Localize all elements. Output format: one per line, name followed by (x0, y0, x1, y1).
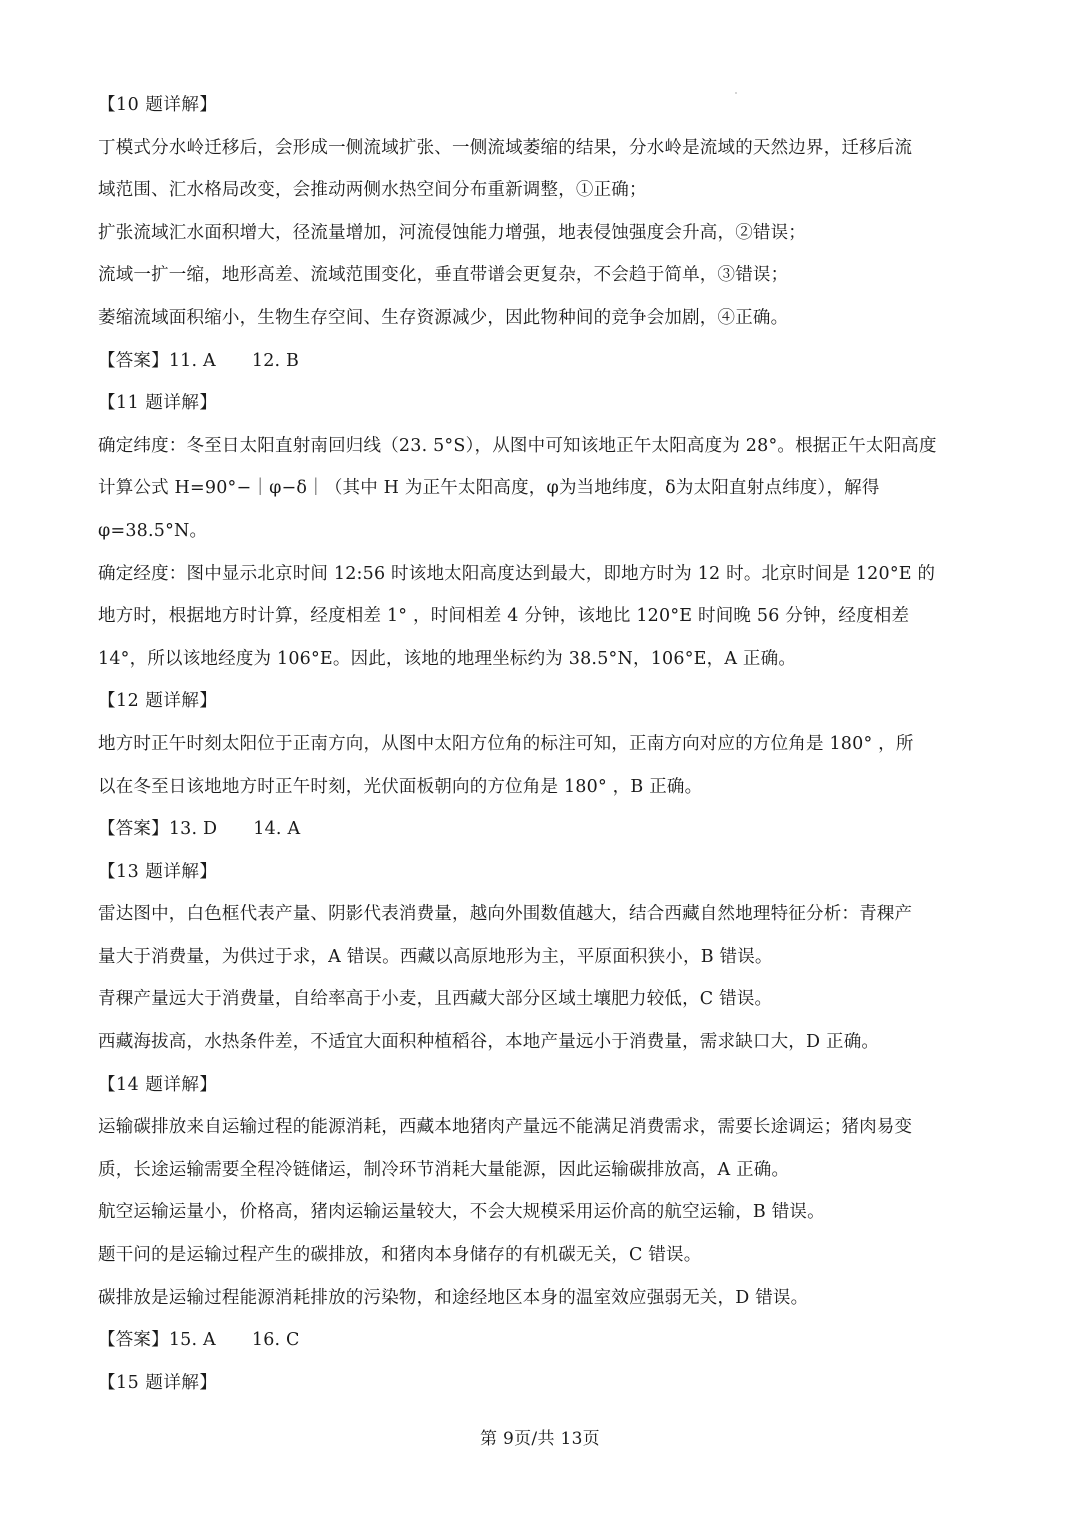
paragraph-line: 质，长途运输需要全程冷链储运，制冷环节消耗大量能源，因此运输碳排放高，A 正确。 (98, 1159, 790, 1180)
paragraph-line: 扩张流域汇水面积增大，径流量增加，河流侵蚀能力增强，地表侵蚀强度会升高，②错误； (98, 222, 806, 243)
section-heading: 【10 题详解】 (98, 95, 218, 115)
paragraph-line: 丁模式分水岭迁移后，会形成一侧流域扩张、一侧流域萎缩的结果，分水岭是流域的天然边界，迁移后流 (98, 137, 913, 158)
paragraph-line: 流域一扩一缩，地形高差、流域范围变化，垂直带谱会更复杂，不会趋于简单，③错误； (98, 265, 789, 286)
section-heading: 【11 题详解】 (98, 393, 218, 414)
answer-value: 11. A (168, 350, 216, 371)
paragraph-line: 以在冬至日该地地方时正午时刻，光伏面板朝向的方位角是 180° ，B 正确。 (98, 776, 703, 797)
paragraph-line: 量大于消费量，为供过于求，A 错误。西藏以高原地形为主，平原面积狭小，B 错误。 (98, 946, 773, 967)
paragraph-line: 地方时，根据地方时计算，经度相差 1° ，时间相差 4 分钟，该地比 120°E 时间晚 56 分钟，经度相差 (98, 606, 910, 627)
paragraph-line: 雷达图中，白色框代表产量、阴影代表消费量，越向外围数值越大，结合西藏自然地理特征分析：青稞产 (98, 904, 913, 925)
document-body (98, 84, 988, 1404)
paragraph-line: 计算公式 H=90°−｜φ−δ｜（其中 H 为正午太阳高度，φ为当地纬度，δ为太阳直射点纬度），解得 (98, 478, 880, 499)
answer-value: 15. A (168, 1330, 216, 1351)
answer-value: 16. C (251, 1330, 300, 1351)
paragraph-line: 航空运输运量小，价格高，猪肉运输运量较大，不会大规模采用运价高的航空运输，B 错误。 (98, 1202, 825, 1223)
paragraph-line: 运输碳排放来自运输过程的能源消耗，西藏本地猪肉产量远不能满足消费需求，需要长途调运；猪肉易变 (98, 1117, 913, 1138)
paragraph-line: 域范围、汇水格局改变，会推动两侧水热空间分布重新调整，①正确； (98, 180, 647, 201)
paragraph-line: 题干问的是运输过程产生的碳排放，和猪肉本身储存的有机碳无关，C 错误。 (98, 1245, 702, 1266)
answer-line (98, 340, 988, 383)
paragraph-line: 确定纬度：冬至日太阳直射南回归线（23. 5°S），从图中可知该地正午太阳高度为 28°。根据正午太阳高度 (98, 435, 937, 456)
section-heading: 【13 题详解】 (98, 861, 218, 882)
section-heading: 【15 题详解】 (98, 1372, 218, 1393)
paragraph-line: φ=38.5°N。 (98, 520, 208, 541)
answer-line (98, 1319, 988, 1362)
answer-label: 【答案】 (98, 819, 169, 840)
paragraph-line: 地方时正午时刻太阳位于正南方向，从图中太阳方位角的标注可知，正南方向对应的方位角是 180° ，所 (98, 733, 914, 754)
paragraph-line: 碳排放是运输过程能源消耗排放的污染物，和途经地区本身的温室效应强弱无关，D 错误。 (98, 1287, 809, 1308)
answer-line (98, 808, 988, 851)
answer-value: 13. D (168, 819, 218, 840)
paragraph-line: 青稞产量远大于消费量，自给率高于小麦，且西藏大部分区域土壤肥力较低，C 错误。 (98, 989, 773, 1010)
paragraph-line: 确定经度：图中显示北京时间 12:56 时该地太阳高度达到最大，即地方时为 12 时。北京时间是 120°E 的 (98, 563, 936, 584)
answer-label: 【答案】 (98, 1330, 169, 1351)
answer-label: 【答案】 (98, 350, 169, 371)
paragraph-line: 西藏海拔高，水热条件差，不适宜大面积种植稻谷，本地产量远小于消费量，需求缺口大，D 正确。 (98, 1032, 880, 1053)
answer-value: 14. A (253, 819, 301, 840)
answer-value: 12. B (251, 350, 300, 371)
page-footer: 第 9页/共 13页 (480, 1429, 600, 1449)
paragraph-line: 萎缩流域面积缩小，生物生存空间、生存资源减少，因此物种间的竞争会加剧，④正确。 (98, 307, 789, 328)
section-heading: 【14 题详解】 (98, 1074, 218, 1095)
paragraph-line: 14°，所以该地经度为 106°E。因此，该地的地理坐标约为 38.5°N，106°E，A 正确。 (98, 648, 797, 669)
section-heading: 【12 题详解】 (98, 691, 218, 712)
